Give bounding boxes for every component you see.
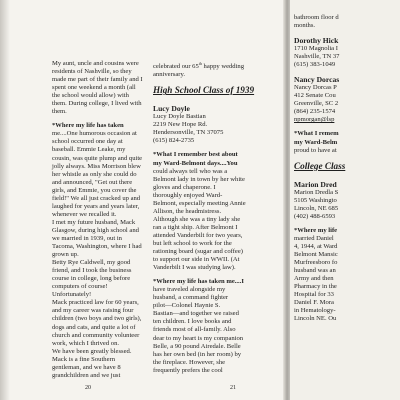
- text-line: friends most of all-family. Also: [153, 326, 236, 334]
- text-line: but left school to work for the: [153, 239, 232, 247]
- text-line: Army and then: [294, 275, 334, 283]
- text-line: attended Vanderbilt for two years,: [153, 231, 243, 239]
- text-line: Nashville, TN 37: [294, 53, 340, 61]
- text-line: 2219 New Hope Rd.: [153, 121, 208, 129]
- text-line: ten children. I love books and: [153, 318, 232, 326]
- text-line: school occurred one day at: [52, 138, 123, 146]
- email-text: npmorgan@lsp: [294, 116, 335, 124]
- page-number-left: 20: [85, 385, 91, 391]
- text-line: dear to my heart is my companion: [153, 334, 244, 342]
- family-paragraph: [52, 60, 143, 116]
- text-line: the fireplace. However, she: [153, 358, 226, 366]
- text-line: *Where my life has taken me....I: [153, 278, 244, 286]
- page-edge-shadow: [0, 0, 10, 400]
- text-line: (402) 488-6593: [294, 212, 336, 220]
- text-line: my Ward-Belm: [294, 138, 338, 146]
- text-line: friend, and I took the business: [52, 267, 132, 275]
- life-paragraph: [153, 278, 273, 375]
- alumna-name: Dorothy Hick: [294, 36, 339, 46]
- text-line: Betty Rye Caldwell, my good: [52, 259, 131, 267]
- text-line: laughed for years and years later,: [52, 202, 140, 210]
- text-line: rationing board (sugar and coffee): [153, 248, 243, 256]
- text-line: anniversary.: [153, 71, 185, 79]
- text-line: them. During college, I lived with: [52, 100, 142, 108]
- text-line: Belmont lady in town by her white: [153, 175, 245, 183]
- text-line: we married in 1939, out in: [52, 234, 122, 242]
- text-line: Glasgow, during high school and: [52, 226, 139, 234]
- text-line: Lucy Doyle Bastian: [153, 113, 206, 121]
- right-page: [290, 0, 400, 400]
- text-line: Daniel F. Mora: [294, 299, 334, 307]
- life-paragraph: [52, 122, 143, 380]
- text-line: ran a tight ship. After Belmont I: [153, 223, 238, 231]
- text-line: Although she was a tiny lady she: [153, 215, 241, 223]
- text-line: 5105 Washingto: [294, 196, 337, 204]
- contact-block: [153, 113, 273, 145]
- text-line: 412 Senate Cou: [294, 92, 336, 100]
- text-line: could always tell who was a: [153, 167, 228, 175]
- section-heading: College Class: [294, 160, 346, 171]
- text-line: *Where my life has taken: [52, 122, 124, 130]
- text-line: Greenville, SC 2: [294, 100, 339, 108]
- text-line: baseball. Emmie Leake, my: [52, 146, 126, 154]
- text-line: (864) 235-1574: [294, 108, 336, 116]
- text-line: course in college, long before: [52, 275, 131, 283]
- text-line: husband was an: [294, 267, 336, 275]
- text-line: *What I remem: [294, 130, 339, 138]
- text-line: gloves and chaperone. I: [153, 183, 216, 191]
- text-line: 1710 Magnolia I: [294, 45, 338, 53]
- text-line: them.: [52, 108, 67, 116]
- text-line: cousin, was quite plump and quite: [52, 154, 143, 162]
- alumna-name: Lucy Doyle: [153, 104, 190, 114]
- text-line: the school would allow) with: [52, 92, 129, 100]
- column-right: [294, 14, 400, 323]
- text-line: Tacoma, Washington, where I had: [52, 243, 142, 251]
- page-number-right: 21: [230, 385, 236, 391]
- text-line: Hendersonville, TN 37075: [153, 129, 224, 137]
- text-line: Mack practiced law for 60 years,: [52, 299, 139, 307]
- text-line: married Daniel: [294, 234, 334, 242]
- text-line: My aunt, uncle and cousins were: [52, 60, 139, 67]
- text-line: Vanderbilt I was studying law).: [153, 264, 236, 272]
- text-line: Lincoln NE. Ou: [294, 315, 337, 323]
- text-line: proud to have at: [294, 146, 337, 154]
- text-line: made me part of their family and I: [52, 76, 143, 84]
- text-line: has her own bed (in her room) by: [153, 350, 242, 358]
- text-line: celebrated our 65th happy wedding: [153, 61, 245, 71]
- text-line: grown up.: [52, 251, 79, 259]
- text-line: and announced, "Get out there: [52, 178, 133, 186]
- text-line: 4, 1944, at Ward: [294, 242, 338, 250]
- text-line: in Hematology-: [294, 307, 336, 315]
- text-line: Lincoln, NE 685: [294, 204, 339, 212]
- text-line: bathroom floor d: [294, 14, 339, 21]
- text-line: Belmont Mansic: [294, 250, 338, 258]
- text-line: me....One humorous occasion at: [52, 130, 137, 138]
- memory-paragraph: [153, 151, 273, 272]
- text-line: jolly always. Miss Morrison blew: [52, 162, 141, 170]
- text-line: spent one weekend a month (all: [52, 84, 136, 92]
- text-line: grandchildren and we just: [52, 371, 121, 379]
- text-line: Allison, the headmistress.: [153, 207, 222, 215]
- text-line: whenever we recalled it.: [52, 210, 117, 218]
- text-line: We have been greatly blessed.: [52, 347, 132, 355]
- text-line: children (two boys and two girls),: [52, 315, 142, 323]
- text-line: pilot—Colonel Haynie S.: [153, 302, 221, 310]
- text-line: have traveled alongside my: [153, 286, 226, 294]
- text-line: Unfortunately!: [52, 291, 92, 299]
- section-heading: High School Class of 1939: [153, 85, 255, 96]
- text-line: girls, and Emmie, you cover the: [52, 186, 137, 194]
- text-line: computers of course!: [52, 283, 108, 291]
- alumna-name: Marion Dred: [294, 179, 337, 189]
- text-line: field!" We all just cracked up and: [52, 194, 141, 202]
- column-middle: [153, 60, 273, 375]
- text-line: and my career was raising four: [52, 307, 134, 315]
- text-line: dogs and cats, and quite a lot of: [52, 323, 136, 331]
- text-line: *What I remember best about: [153, 151, 238, 159]
- text-line: church and community volunteer: [52, 331, 140, 339]
- text-line: residents of Nashville, so they: [52, 68, 132, 76]
- text-line: frequently prefers the cool: [153, 366, 223, 374]
- text-line: husband, a command fighter: [153, 294, 229, 302]
- text-line: (615) 383-1049: [294, 61, 336, 69]
- text-line: Marion Dredla S: [294, 188, 339, 196]
- text-line: Nancy Dorcas P: [294, 84, 337, 92]
- text-line: my Ward-Belmont days....You: [153, 159, 238, 167]
- text-line: gentleman, and we have 8: [52, 363, 121, 371]
- text-line: Murfreesboro fo: [294, 258, 338, 266]
- text-line: Hospital for 33: [294, 291, 334, 299]
- text-line: to support our side in WWII. (At: [153, 256, 240, 264]
- text-line: Bastian—and together we raised: [153, 310, 239, 318]
- text-line: I met my future husband, Mack: [52, 218, 136, 226]
- text-line: thoroughly enjoyed Ward-: [153, 191, 223, 199]
- text-line: Mack is a fine Southern: [52, 355, 115, 363]
- text-line: her whistle as only she could do: [52, 170, 137, 178]
- text-line: (615) 824-2735: [153, 137, 195, 145]
- alumna-name: Nancy Dorcas: [294, 75, 340, 85]
- text-line: Pharmacy in the: [294, 283, 337, 291]
- text-line: Belle, a 90 pound Airedale. Belle: [153, 342, 241, 350]
- text-line: *Where my life: [294, 226, 338, 234]
- text-line: Belmont, especially meeting Annie: [153, 199, 246, 207]
- text-line: work, which I thrived on.: [52, 339, 120, 347]
- text-line: months.: [294, 22, 316, 30]
- column-left: [52, 60, 143, 380]
